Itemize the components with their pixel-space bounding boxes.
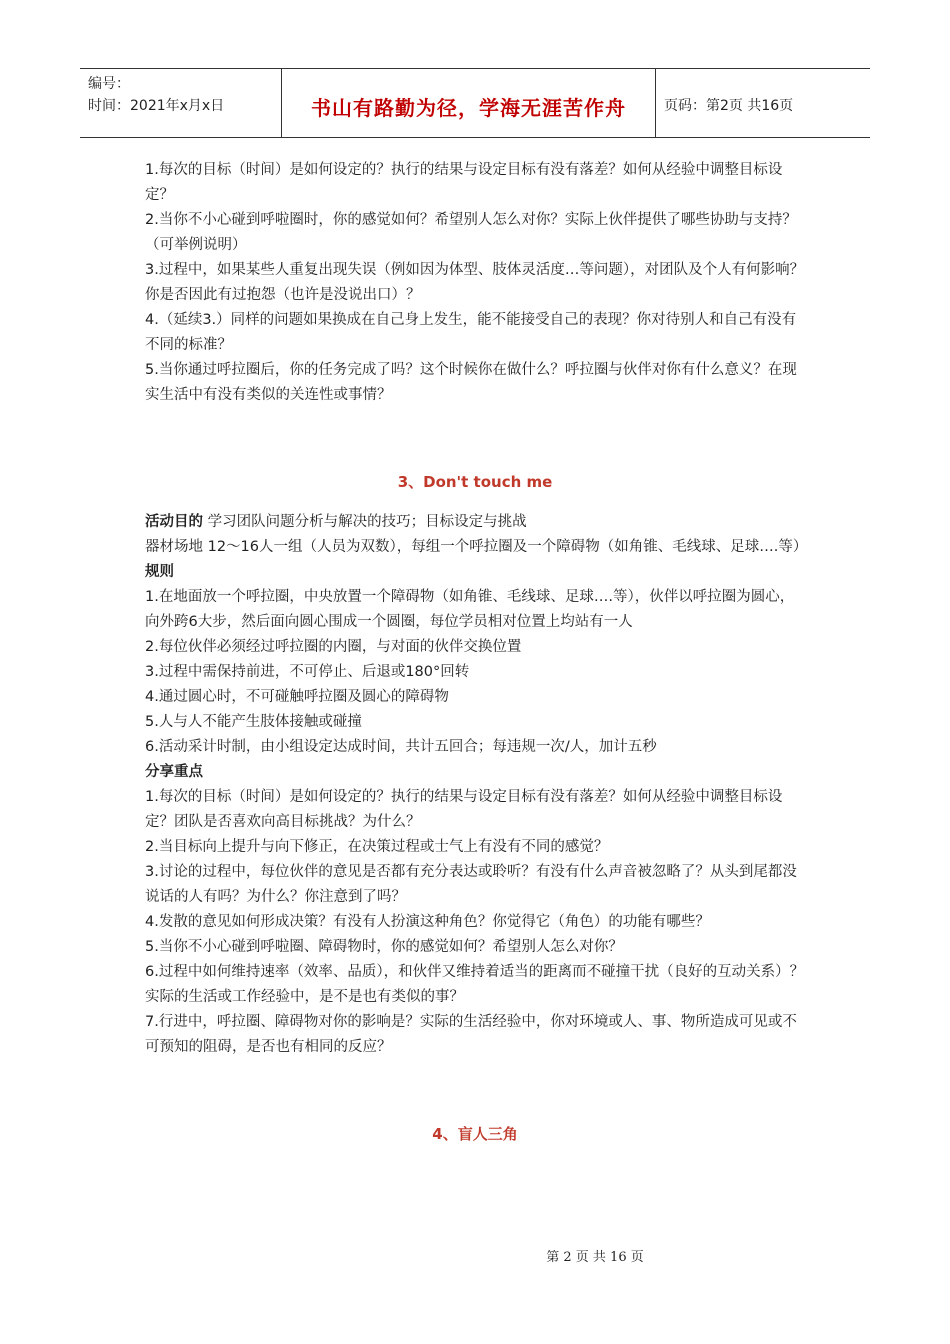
purpose-line <box>145 510 805 535</box>
sharing-item: 7.行进中，呼拉圈、障碍物对你的影响是？实际的生活经验中，你对环境或人、事、物所造成可见或不可预知的阻碍，是否也有相同的反应？ <box>145 1014 797 1055</box>
rule-item: 2.每位伙伴必须经过呼拉圈的内圈，与对面的伙伴交换位置 <box>145 639 522 655</box>
header-meta <box>80 69 282 137</box>
rules-heading: 规则 <box>145 564 174 580</box>
section3-title: 3、Don't touch me <box>397 473 553 491</box>
page-header <box>80 68 870 138</box>
equipment-line: 器材场地 12～16人一组（人员为双数），每组一个呼拉圈及一个障碍物（如角锥、毛线球、足球….等） <box>145 539 808 555</box>
rule-item: 1.在地面放一个呼拉圈，中央放置一个障碍物（如角锥、毛线球、足球….等），伙伴以呼拉圈为圆心，向外跨6大步，然后面向圆心围成一个圆圈，每位学员相对位置上均站有一人 <box>145 589 795 630</box>
rules-list <box>145 585 805 760</box>
sharing-item: 2.当你不小心碰到呼啦圈时，你的感觉如何？希望别人怎么对你？实际上伙伴提供了哪些协助与支持？（可举例说明） <box>145 212 797 253</box>
section2-sharing-list <box>145 158 805 408</box>
rule-item: 3.过程中需保持前进，不可停止、后退或180°回转 <box>145 664 470 680</box>
document-body <box>145 158 808 1147</box>
purpose-text: 学习团队问题分析与解决的技巧；目标设定与挑战 <box>203 514 527 530</box>
code-label: 编号： <box>88 76 130 92</box>
sharing-item: 1.每次的目标（时间）是如何设定的？执行的结果与设定目标有没有落差？如何从经验中调整目标设定？ <box>145 162 783 203</box>
sharing-item: 2.当目标向上提升与向下修正，在决策过程或士气上有没有不同的感觉？ <box>145 839 609 855</box>
sharing-heading: 分享重点 <box>145 764 203 780</box>
sharing-item: 4.（延续3.）同样的问题如果换成在自己身上发生，能不能接受自己的表现？你对待别人和自己有没有不同的标准？ <box>145 312 797 353</box>
rule-item: 4.通过圆心时，不可碰触呼拉圈及圆心的障碍物 <box>145 689 449 705</box>
purpose-label: 活动目的 <box>145 514 203 530</box>
rule-item: 5.人与人不能产生肢体接触或碰撞 <box>145 714 362 730</box>
time-label: 时间：2021年x月x日 <box>88 98 225 114</box>
sharing-item: 3.过程中，如果某些人重复出现失误（例如因为体型、肢体灵活度…等问题），对团队及个人有何影响？你是否因此有过抱怨（也许是没说出口）？ <box>145 262 805 303</box>
sharing-item: 4.发散的意见如何形成决策？有没有人扮演这种角色？你觉得它（角色）的功能有哪些？ <box>145 914 710 930</box>
sharing-item: 1.每次的目标（时间）是如何设定的？执行的结果与设定目标有没有落差？如何从经验中调整目标设定？团队是否喜欢向高目标挑战？为什么？ <box>145 789 783 830</box>
rule-item: 6.活动采计时制，由小组设定达成时间，共计五回合；每违规一次/人，加计五秒 <box>145 739 657 755</box>
header-motto: 书山有路勤为径，学海无涯苦作舟 <box>282 69 656 137</box>
header-page-info: 页码：第2页 共16页 <box>664 98 794 114</box>
sharing-item: 6.过程中如何维持速率（效率、品质），和伙伴又维持着适当的距离而不碰撞干扰（良好的互动关系）？实际的生活或工作经验中，是不是也有类似的事？ <box>145 964 805 1005</box>
page-footer: 第 2 页 共 16 页 <box>546 1250 644 1265</box>
section3-sharing-list <box>145 785 805 1060</box>
sharing-item: 5.当你通过呼拉圈后，你的任务完成了吗？这个时候你在做什么？呼拉圈与伙伴对你有什么意义？在现实生活中有没有类似的关连性或事情？ <box>145 362 797 403</box>
section4-title: 4、盲人三角 <box>432 1125 518 1143</box>
sharing-item: 3.讨论的过程中，每位伙伴的意见是否都有充分表达或聆听？有没有什么声音被忽略了？从头到尾都没说话的人有吗？为什么？你注意到了吗？ <box>145 864 797 905</box>
sharing-item: 5.当你不小心碰到呼啦圈、障碍物时，你的感觉如何？希望别人怎么对你？ <box>145 939 623 955</box>
